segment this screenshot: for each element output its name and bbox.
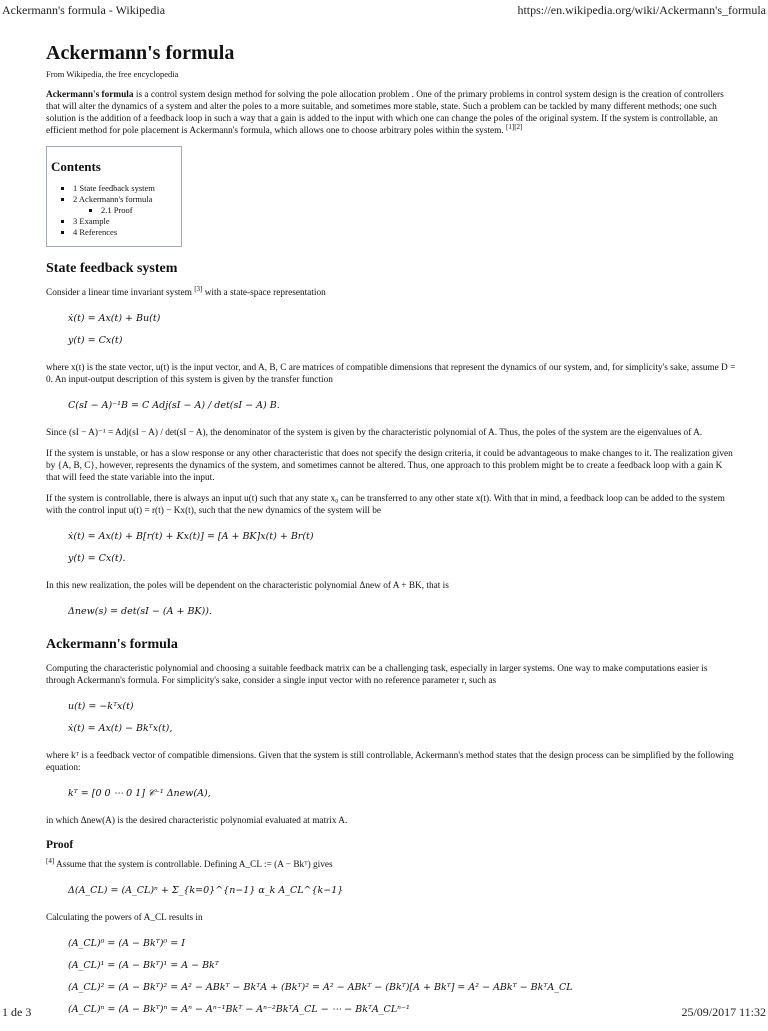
paragraph: Calculating the powers of A_CL results in [46, 913, 203, 923]
section-heading: State feedback system [46, 261, 178, 276]
paragraph: In this new realization, the poles will be dependent on the characteristic polynomial Δnew of A + BK, that is [46, 581, 449, 591]
equation: ẋ(t) = Ax(t) + B[r(t) + Kx(t)] = [A + BK]x(t) + Br(t) [68, 531, 314, 542]
paragraph: Since (sI − A)⁻¹ = Adj(sI − A) / det(sI − A), the denominator of the system is given by the characteristic polynomial of A. Thus, the poles of the system are the eigenvalues of A. [46, 428, 703, 438]
toc-subitem[interactable]: ▪ 2.1 Proof [101, 205, 173, 216]
subsection-heading: Proof [46, 839, 74, 851]
paragraph-text: with a state-space representation [202, 288, 326, 298]
toc-item [73, 194, 173, 216]
equation: (A_CL)² = (A − Bkᵀ)² = A² − ABkᵀ − BkᵀA + (Bkᵀ)² = A² − ABkᵀ − (Bkᵀ)[A + Bkᵀ] = A² − ABkᵀ − BkᵀA_CL [68, 982, 573, 993]
equation-block [46, 308, 736, 352]
intro-text: is a control system design method for solving the pole allocation problem . One of the primary problems in control system design is the creation of controllers that will alter the dynamics of a system and alter the poles to a more suitable, and sometimes more stable, state. Such a problem can be tackled by many different methods; one such solution is the addition of a feedback loop in such a way that a gain is added to the input with which one can change the poles of the original system. If the system is controllable, an efficient method for pole placement is Ackermann's formula, which allows one to choose arbitrary poles within the system. [46, 90, 724, 136]
ref[interactable]: [3] [194, 285, 203, 293]
section-heading: Ackermann's formula [46, 637, 178, 652]
equation: (A_CL)ⁿ = (A − Bkᵀ)ⁿ = Aⁿ − Aⁿ⁻¹Bkᵀ − Aⁿ⁻²BkᵀA_CL − ⋯ − BkᵀA_CLⁿ⁻¹ [68, 1004, 410, 1015]
equation: (A_CL)¹ = (A − Bkᵀ)¹ = A − Bkᵀ [68, 960, 219, 971]
paragraph: Computing the characteristic polynomial and choosing a suitable feedback matrix can be a challenging task, especially in larger systems. One way to make computations easier is through Ackermann's formula. For simplicity's sake, consider a single input vector with no reference parameter r, such as [46, 664, 708, 686]
equation-block [46, 783, 736, 805]
print-footer-page: 1 de 3 [2, 1005, 32, 1019]
equation-block [46, 395, 736, 417]
equation: (A_CL)⁰ = (A − Bkᵀ)⁰ = I [68, 938, 185, 949]
equation: ẋ(t) = Ax(t) − Bkᵀx(t), [68, 723, 173, 734]
equation-block [46, 880, 736, 902]
equation: kᵀ = [0 0 ⋯ 0 1] 𝒞⁻¹ Δnew(A), [68, 788, 211, 799]
ref[interactable]: [4] [46, 857, 55, 865]
print-header-title: Ackermann's formula - Wikipedia [2, 3, 166, 17]
paragraph: in which Δnew(A) is the desired characteristic polynomial evaluated at matrix A. [46, 816, 348, 826]
print-footer-date: 25/09/2017 11:32 [681, 1005, 766, 1019]
equation-block [46, 933, 736, 1021]
toc-item[interactable]: ▪ 3 Example [73, 216, 173, 227]
paragraph: where x(t) is the state vector, u(t) is the input vector, and A, B, C are matrices of compatible dimensions that represent the dynamics of our system, and, for simplicity's sake, assume D = 0. An input-output description of this system is given by the transfer function [46, 363, 736, 385]
equation: y(t) = Cx(t). [68, 553, 126, 564]
equation-block [46, 696, 736, 740]
article-body [46, 38, 736, 1031]
equation: Δnew(s) = det(sI − (A + BK)). [68, 606, 212, 617]
paragraph: If the system is controllable, there is always an input u(t) such that any state x₀ can be transferred to any other state x(t). With that in mind, a feedback loop can be added to the system with the control input u(t) = r(t) − Kx(t), such that the new dynamics of the system will be [46, 494, 725, 516]
paragraph: where kᵀ is a feedback vector of compatible dimensions. Given that the system is still controllable, Ackermann's method states that the design process can be simplified by the following equation: [46, 751, 734, 773]
tagline: From Wikipedia, the free encyclopedia [46, 69, 179, 79]
toc-title: Contents [51, 159, 101, 174]
equation: y(t) = Cx(t) [68, 335, 123, 346]
equation: Δ(A_CL) = (A_CL)ⁿ + Σ_{k=0}^{n−1} α_k A_CL^{k−1} [68, 885, 344, 896]
paragraph [46, 287, 736, 299]
page-title: Ackermann's formula [46, 42, 235, 64]
intro-bold-term: Ackermann's formula [46, 90, 134, 100]
intro-refs[interactable]: [1][2] [506, 123, 523, 131]
toc-item[interactable]: ▪ 4 References [73, 227, 173, 238]
equation-block [46, 601, 736, 623]
equation: ẋ(t) = Ax(t) + Bu(t) [68, 313, 161, 324]
toc-item-label[interactable]: 2 Ackermann's formula [73, 194, 153, 204]
equation: u(t) = −kᵀx(t) [68, 701, 134, 712]
paragraph-text: Assume that the system is controllable. Defining A_CL := (A − Bkᵀ) gives [54, 860, 333, 870]
toc-item[interactable]: ▪ 1 State feedback system [73, 183, 173, 194]
print-header-url[interactable]: https://en.wikipedia.org/wiki/Ackermann's_formula [517, 3, 766, 17]
intro-paragraph [46, 89, 736, 137]
paragraph-text: Consider a linear time invariant system [46, 288, 192, 298]
paragraph: If the system is unstable, or has a slow response or any other characteristic that does not specify the design criteria, it could be advantageous to make changes to it. The realization given by {A, B, C}, however, represents the dynamics of the system, and sometimes cannot be altered. Thus, one approach to this problem might be to create a feedback loop with a gain K that will feed the state variable into the input. [46, 449, 733, 483]
table-of-contents [46, 146, 182, 247]
paragraph [46, 859, 736, 871]
equation: C(sI − A)⁻¹B = C Adj(sI − A) / det(sI − A) B. [68, 400, 280, 411]
equation-block [46, 526, 736, 570]
